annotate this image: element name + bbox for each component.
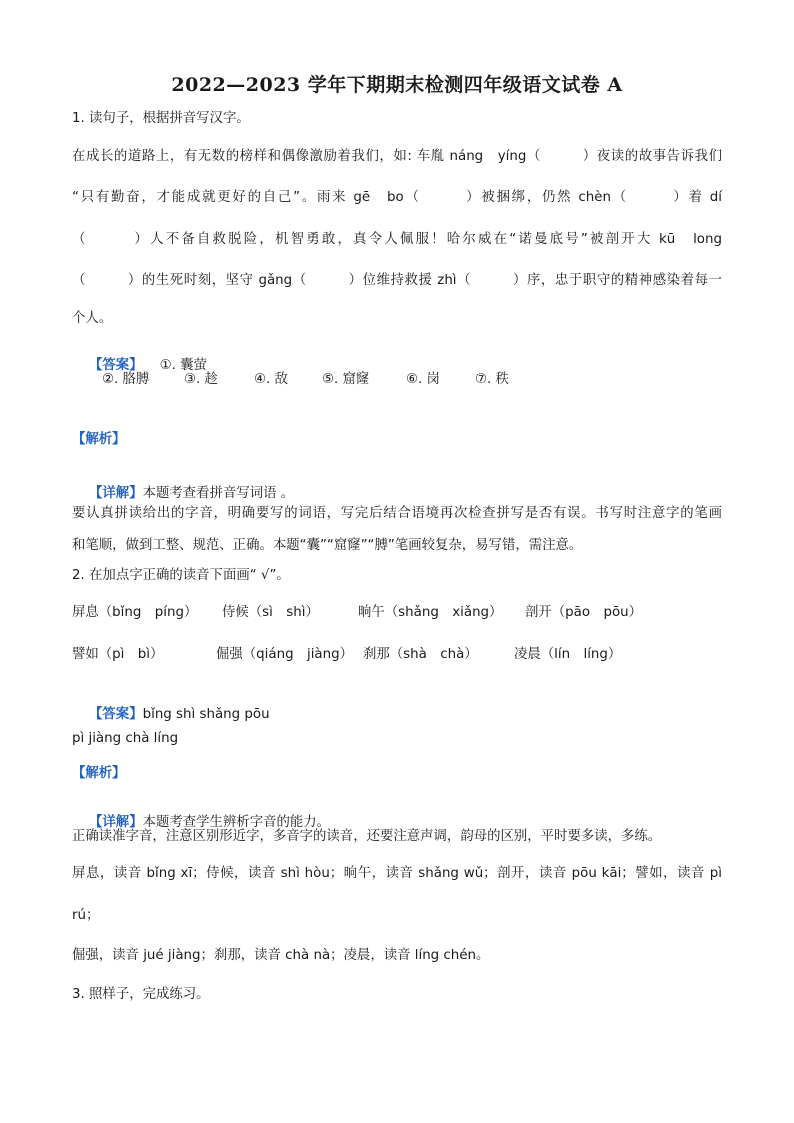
q1-answer-1: ①. 囊萤 [159,358,207,373]
q1-analysis-label: 【解析】 [72,432,126,447]
q1-detail-text: 本题考查看拼音写词语 。 [142,486,295,501]
answer-label: 【答案】 [89,358,143,373]
q2-detail-text: 本题考查学生辨析字音的能力。 [142,815,331,830]
q2-analysis-label: 【解析】 [72,766,126,781]
q1-explain-line-2: 和笔顺，做到工整、规范、正确。本题“囊”“窟窿”“膊”笔画较复杂，易写错，需注意。 [72,538,583,553]
q1-answer-7: ⑦. 秩 [475,372,509,387]
q2-item-5: 譬如（pì bì） [72,647,164,662]
q2-item-7: 刹那（shà chà） [363,647,478,662]
q2-explain-line-1: 正确读准字音，注意区别形近字，多音字的读音，还要注意声调，韵母的区别，平时要多读，多练。 [72,829,662,844]
detail-label: 【详解】 [89,486,143,501]
q1-stem: 1. 读句子，根据拼音写汉字。 [72,111,250,126]
q2-item-6: 倔强（qiáng jiàng） [216,647,353,662]
q3-stem: 3. 照样子，完成练习。 [72,987,210,1002]
answer-label: 【答案】 [89,707,143,722]
q2-explain-line-4: 倔强，读音 jué jiàng；刹那，读音 chà nà；凌晨，读音 líng chén。 [72,948,490,963]
q1-answer-6: ⑥. 岗 [406,372,440,387]
q1-answer-3: ③. 趁 [184,372,218,387]
q2-answer-1: bǐng shì shǎng pōu [142,707,270,722]
q1-answer-2: ②. 胳膊 [102,372,150,387]
q2-item-2: 侍候（sì shì） [222,605,319,620]
q1-passage-line-3: （ ）人不备自救脱险，机智勇敢，真令人佩服！哈尔威在“诺曼底号”被剖开大 kū long [72,232,722,247]
q2-explain-line-3: rú； [72,908,100,923]
q1-explain-line-1: 要认真拼读给出的字音，明确要写的词语，写完后结合语境再次检查拼写是否有误。书写时注意字的笔画 [72,506,722,521]
q2-explain-line-2: 屏息，读音 bǐng xī；侍候，读音 shì hòu；晌午，读音 shǎng wǔ；剖开，读音 pōu kāi；譬如，读音 pì [72,866,722,881]
q2-answer-line-2: pì jiàng chà líng [72,731,179,746]
page-title: 2022—2023 学年下期期末检测四年级语文试卷 A [171,74,623,96]
q2-item-8: 凌晨（lín líng） [514,647,622,662]
q2-stem: 2. 在加点字正确的读音下面画“ √”。 [72,568,290,583]
q1-passage-line-1: 在成长的道路上，有无数的榜样和偶像激励着我们，如: 车胤 náng yíng（ ）夜读的故事告诉我们 [72,149,722,164]
q1-passage-line-4: （ ）的生死时刻，坚守 gǎng（ ）位维持救援 zhì（ ）序，忠于职守的精神感染着每一 [72,273,722,288]
detail-label: 【详解】 [89,815,143,830]
q1-passage-line-5: 个人。 [72,311,113,326]
q2-item-3: 晌午（shǎng xiǎng） [358,605,503,620]
q1-answer-4: ④. 敌 [254,372,288,387]
q2-item-1: 屏息（bǐng píng） [72,605,198,620]
q1-answer-5: ⑤. 窟窿 [322,372,370,387]
q2-item-4: 剖开（pāo pōu） [525,605,643,620]
q1-passage-line-2: “只有勤奋，才能成就更好的自己”。雨来 gē bo（ ）被捆绑，仍然 chèn（ ）着 dí [72,190,722,205]
